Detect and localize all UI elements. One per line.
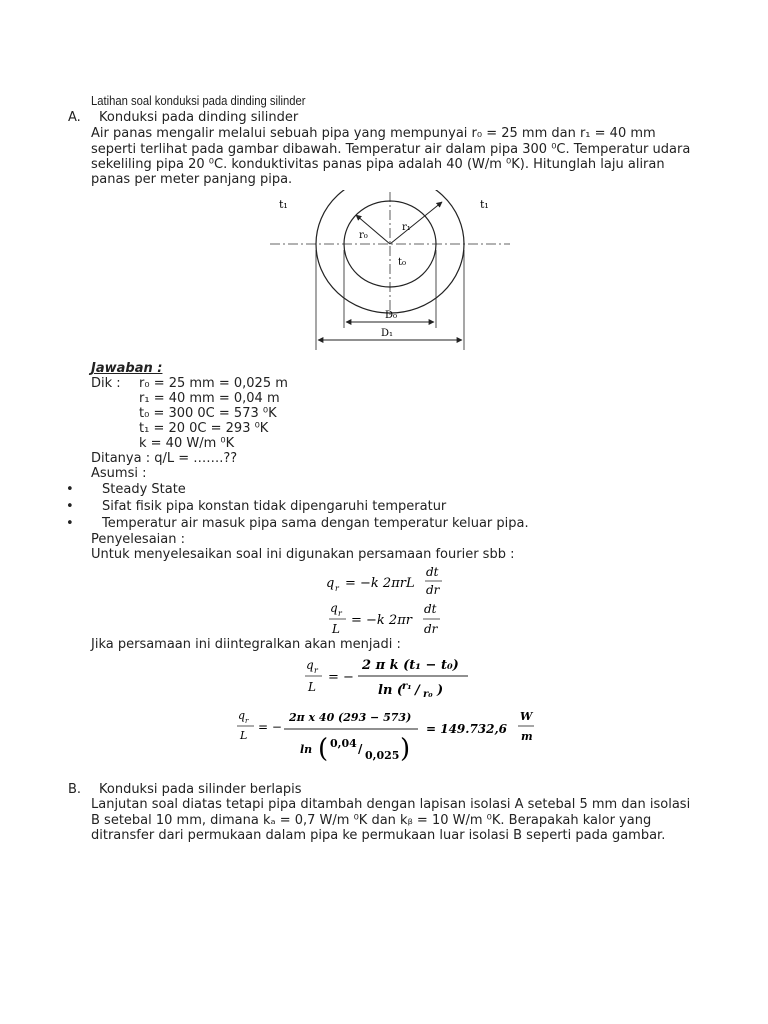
svg-text:= −: = −: [328, 670, 354, 685]
label-t1-right: t₁: [480, 198, 489, 211]
dik-label: Dik :: [91, 376, 121, 391]
svg-text:q: q: [326, 576, 335, 591]
label-d0: D₀: [385, 310, 398, 321]
svg-text:dt: dt: [424, 602, 437, 616]
penyelesaian-label: Penyelesaian :: [91, 532, 185, 547]
section-a-marker: A.: [68, 110, 81, 125]
svg-text:dr: dr: [426, 583, 440, 597]
label-d1: D₁: [381, 328, 394, 339]
label-r1: r₁: [402, 222, 411, 233]
svg-text:dr: dr: [424, 622, 438, 636]
document-title: Latihan soal konduksi pada dinding silinder: [91, 94, 306, 108]
section-b-para-line: Lanjutan soal diatas tetapi pipa ditambah dengan lapisan isolasi A setebal 5 mm dan isolasi: [91, 797, 691, 812]
svg-text:L: L: [308, 680, 316, 694]
equation-numeric: [232, 705, 542, 773]
svg-text:dt: dt: [426, 565, 439, 579]
section-a-para-line: panas per meter panjang pipa.: [91, 172, 293, 187]
bullet-item: Sifat fisik pipa konstan tidak dipengaruhi temperatur: [102, 499, 447, 514]
equation-fourier-2: [326, 598, 446, 640]
svg-text:r: r: [314, 666, 318, 675]
svg-text:L: L: [332, 622, 340, 636]
label-t1-left: t₁: [279, 198, 288, 211]
dik-item: k = 40 W/m ⁰K: [139, 436, 235, 451]
svg-text:r₀: r₀: [423, 689, 433, 700]
fourier-intro: Untuk menyelesaikan soal ini digunakan persamaan fourier sbb :: [91, 547, 515, 562]
section-b-para-line: ditransfer dari permukaan dalam pipa ke permukaan luar isolasi B seperti pada gambar.: [91, 828, 666, 843]
section-a-heading: Konduksi pada dinding silinder: [99, 110, 299, 125]
svg-text:q: q: [330, 601, 338, 615]
svg-text:q: q: [306, 658, 314, 672]
bullet-item: Steady State: [102, 482, 186, 497]
svg-text:): ): [400, 734, 411, 764]
integral-intro: Jika persamaan ini diintegralkan akan menjadi :: [91, 637, 401, 652]
svg-text:r: r: [335, 584, 339, 593]
dik-item: r₁ = 40 mm = 0,04 m: [139, 391, 280, 406]
answer-label: Jawaban :: [91, 361, 163, 376]
section-a-para-line: sekeliling pipa 20 ⁰C. konduktivitas panas pipa adalah 40 (W/m ⁰K). Hitunglah laju aliran: [91, 157, 665, 172]
bullet-marker: •: [66, 499, 74, 514]
svg-text:r: r: [245, 717, 249, 725]
section-a-para-line: Air panas mengalir melalui sebuah pipa yang mempunyai r₀ = 25 mm dan r₁ = 40 mm: [91, 126, 656, 141]
equation-fourier-1: [320, 560, 450, 602]
svg-text:= −k 2πr: = −k 2πr: [351, 613, 412, 628]
label-r0: r₀: [359, 230, 368, 241]
svg-text:/: /: [358, 742, 363, 756]
section-a-para-line: seperti terlihat pada gambar dibawah. Temperatur air dalam pipa 300 ⁰C. Temperatur udara: [91, 142, 691, 157]
label-t0: t₀: [398, 257, 407, 268]
svg-text:r₁: r₁: [402, 681, 412, 692]
svg-text:q: q: [238, 709, 246, 722]
svg-text:L: L: [240, 729, 248, 742]
dik-item: r₀ = 25 mm = 0,025 m: [139, 376, 288, 391]
svg-text:ln: ln: [300, 743, 313, 756]
svg-text:(: (: [318, 734, 329, 764]
equation-integrated: [300, 651, 475, 703]
numeric-ratio-bottom: 0,025: [365, 749, 400, 762]
numeric-ratio-top: 0,04: [330, 737, 357, 750]
svg-text:= −: = −: [258, 720, 282, 734]
bullet-marker: •: [66, 482, 74, 497]
svg-text:ln (: ln (: [378, 683, 404, 698]
bullet-item: Temperatur air masuk pipa sama dengan temperatur keluar pipa.: [102, 516, 529, 531]
section-b-para-line: B setebal 10 mm, dimana kₐ = 0,7 W/m ⁰K dan kᵦ = 10 W/m ⁰K. Berapakah kalor yang: [91, 813, 652, 828]
bullet-marker: •: [66, 516, 74, 531]
svg-text:): ): [437, 683, 444, 698]
ditanya-line: Ditanya : q/L = …….??: [91, 451, 238, 466]
numeric-result: = 149.732,6: [426, 722, 508, 736]
pipe-cross-section-diagram: [265, 190, 515, 360]
numeric-numerator: 2π x 40 (293 − 573): [289, 711, 412, 724]
svg-text:/: /: [415, 683, 420, 698]
svg-text:2 π k (t₁ − t₀): 2 π k (t₁ − t₀): [362, 658, 459, 673]
section-b-marker: B.: [68, 782, 82, 797]
unit-numerator: W: [520, 710, 533, 723]
svg-text:= −k 2πrL: = −k 2πrL: [345, 576, 415, 591]
dik-item: t₁ = 20 0C = 293 ⁰K: [139, 421, 269, 436]
svg-text:r: r: [338, 609, 342, 618]
asumsi-label: Asumsi :: [91, 466, 147, 481]
dik-item: t₀ = 300 0C = 573 ⁰K: [139, 406, 277, 421]
section-b-heading: Konduksi pada silinder berlapis: [99, 782, 302, 797]
unit-denominator: m: [521, 730, 533, 743]
